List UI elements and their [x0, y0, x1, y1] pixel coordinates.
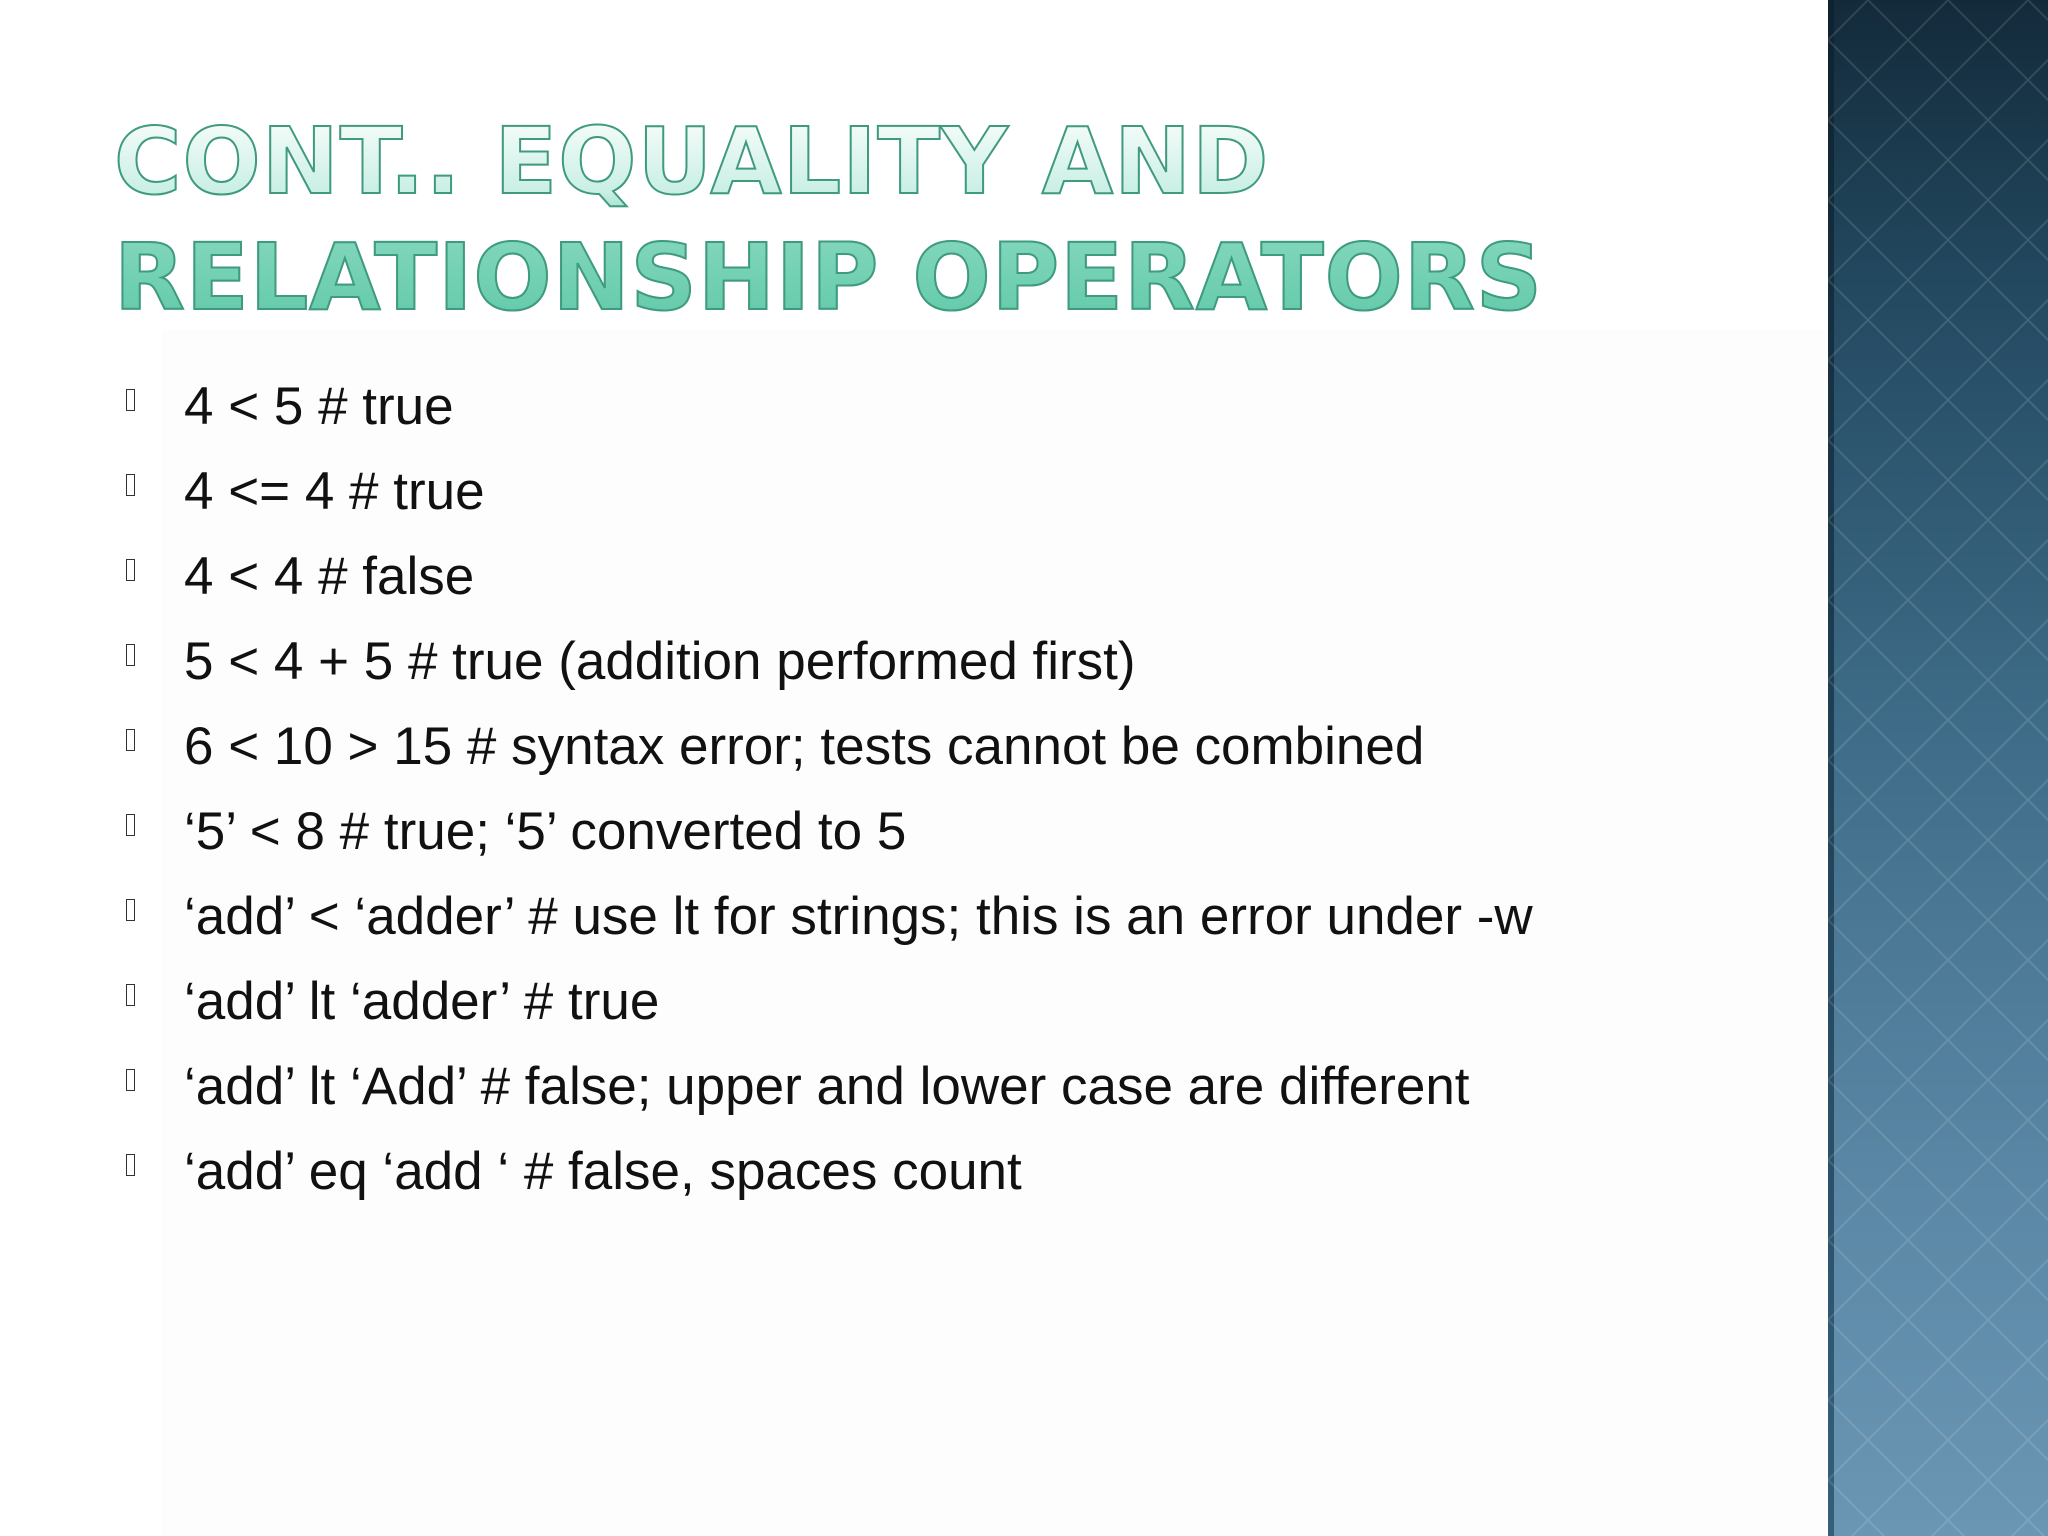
square-bullet-icon [126, 389, 135, 411]
side-decorative-band [1828, 0, 2048, 1536]
bullet-text: 4 < 5 # true [184, 377, 454, 436]
bullet-text: ‘add’ lt ‘adder’ # true [184, 972, 660, 1031]
bullet-text: ‘5’ < 8 # true; ‘5’ converted to 5 [184, 802, 907, 861]
slide-title [114, 104, 1674, 336]
bullet-text: ‘add’ eq ‘add ‘ # false, spaces count [184, 1142, 1022, 1201]
square-bullet-icon [126, 644, 135, 666]
slide-title-line: CONT.. EQUALITY AND [114, 108, 1270, 215]
bullet-text: ‘add’ lt ‘Add’ # false; upper and lower case are different [184, 1057, 1470, 1116]
square-bullet-icon [126, 899, 135, 921]
square-bullet-icon [126, 814, 135, 836]
bullet-text: 6 < 10 > 15 # syntax error; tests cannot be combined [184, 717, 1425, 776]
bullet-item [120, 882, 1680, 951]
square-bullet-icon [126, 559, 135, 581]
square-bullet-icon [126, 729, 135, 751]
bullet-item [120, 457, 1680, 526]
diamond-pattern [1828, 0, 2048, 1536]
bullet-item [120, 1052, 1680, 1121]
bullet-item [120, 1137, 1680, 1206]
bullet-item [120, 627, 1680, 696]
bullet-text: ‘add’ < ‘adder’ # use lt for strings; this is an error under -w [184, 887, 1533, 946]
bullet-text: 4 <= 4 # true [184, 462, 485, 521]
bullet-item [120, 967, 1680, 1036]
bullet-text: 5 < 4 + 5 # true (addition performed first) [184, 632, 1136, 691]
square-bullet-icon [126, 1069, 135, 1091]
square-bullet-icon [126, 1154, 135, 1176]
bullet-list [120, 372, 1680, 1222]
bullet-item [120, 542, 1680, 611]
bullet-item [120, 712, 1680, 781]
slide-title-line: RELATIONSHIP OPERATORS [114, 224, 1543, 331]
bullet-text: 4 < 4 # false [184, 547, 475, 606]
square-bullet-icon [126, 474, 135, 496]
bullet-item [120, 372, 1680, 441]
bullet-item [120, 797, 1680, 866]
square-bullet-icon [126, 984, 135, 1006]
